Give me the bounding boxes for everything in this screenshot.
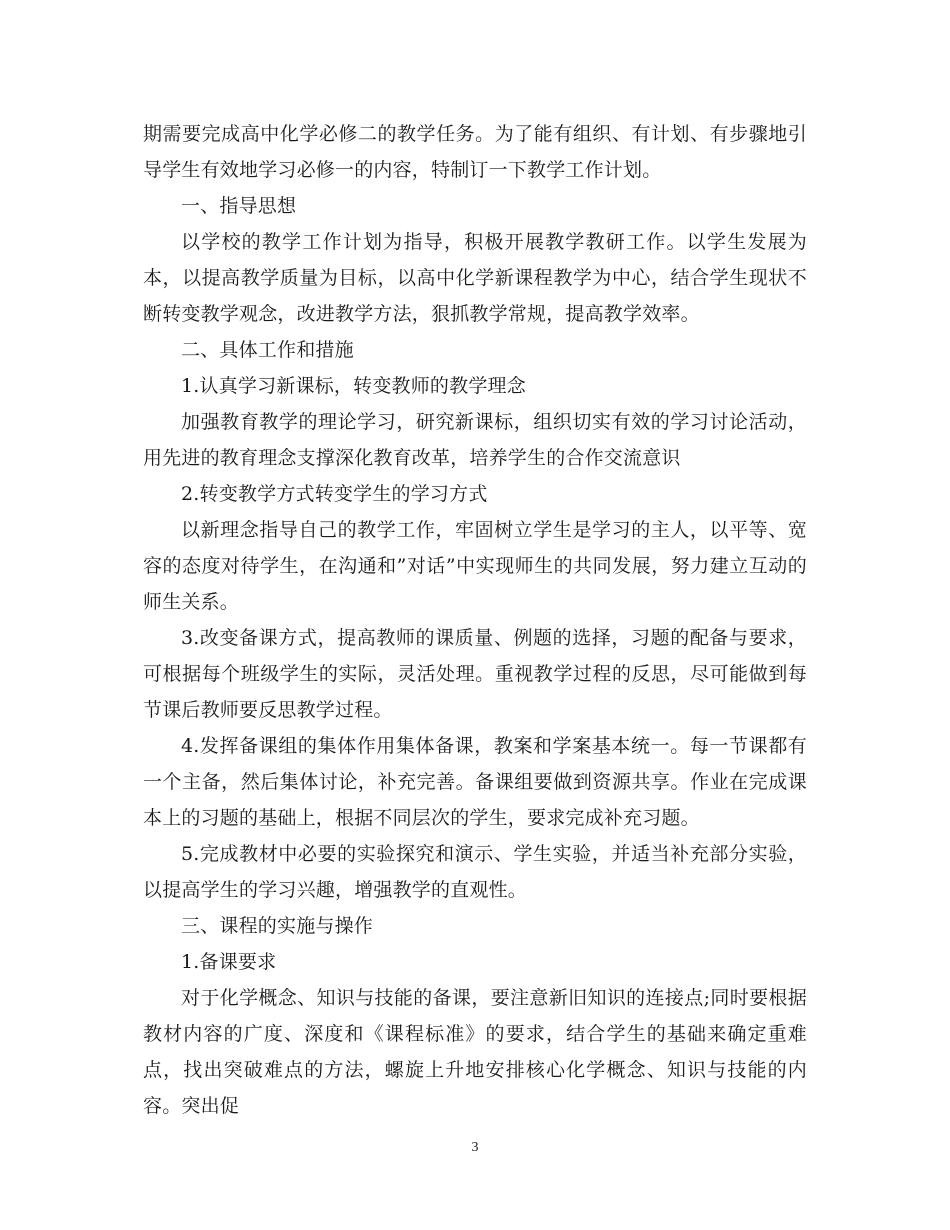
section-heading: 二、具体工作和措施 [181,339,354,361]
numbered-paragraph: 3.改变备课方式，提高教师的课质量、例题的选择，习题的配备与要求，可根据每个班级学生的实际，灵活处理。重视教学过程的反思，尽可能做到每节课后教师要反思教学过程。 [143,627,807,721]
document-body [143,116,807,1124]
paragraph: 以新理念指导自己的教学工作，牢固树立学生是学习的主人，以平等、宽容的态度对待学生，在沟通和”对话”中实现师生的共同发展，努力建立互动的师生关系。 [143,519,807,613]
paragraph: 加强教育教学的理论学习，研究新课标，组织切实有效的学习讨论活动，用先进的教育理念支撑深化教育改革，培养学生的合作交流意识 [143,411,807,469]
paragraph: 以学校的教学工作计划为指导，积极开展教学教研工作。以学生发展为本，以提高教学质量为目标，以高中化学新课程教学为中心，结合学生现状不断转变教学观念，改进教学方法，狠抓教学常规，提高教学效率。 [143,231,807,325]
subsection-heading: 2.转变教学方式转变学生的学习方式 [181,483,488,505]
numbered-paragraph: 5.完成教材中必要的实验探究和演示、学生实验，并适当补充部分实验，以提高学生的学习兴趣，增强教学的直观性。 [143,843,807,901]
numbered-paragraph: 4.发挥备课组的集体作用集体备课，教案和学案基本统一。每一节课都有一个主备，然后集体讨论，补充完善。备课组要做到资源共享。作业在完成课本上的习题的基础上，根据不同层次的学生，要求完成补充习题。 [143,735,807,829]
section-heading: 三、课程的实施与操作 [181,915,374,937]
paragraph: 期需要完成高中化学必修二的教学任务。为了能有组织、有计划、有步骤地引导学生有效地学习必修一的内容，特制订一下教学工作计划。 [143,123,807,181]
page-number: 3 [471,1140,479,1155]
paragraph: 对于化学概念、知识与技能的备课，要注意新旧知识的连接点;同时要根据教材内容的广度、深度和《课程标准》的要求，结合学生的基础来确定重难点，找出突破难点的方法，螺旋上升地安排核心化学概念、知识与技能的内容。突出促 [143,987,807,1117]
subsection-heading: 1.认真学习新课标，转变教师的教学理念 [181,375,526,397]
subsection-heading: 1.备课要求 [181,951,277,973]
section-heading: 一、指导思想 [181,195,297,217]
